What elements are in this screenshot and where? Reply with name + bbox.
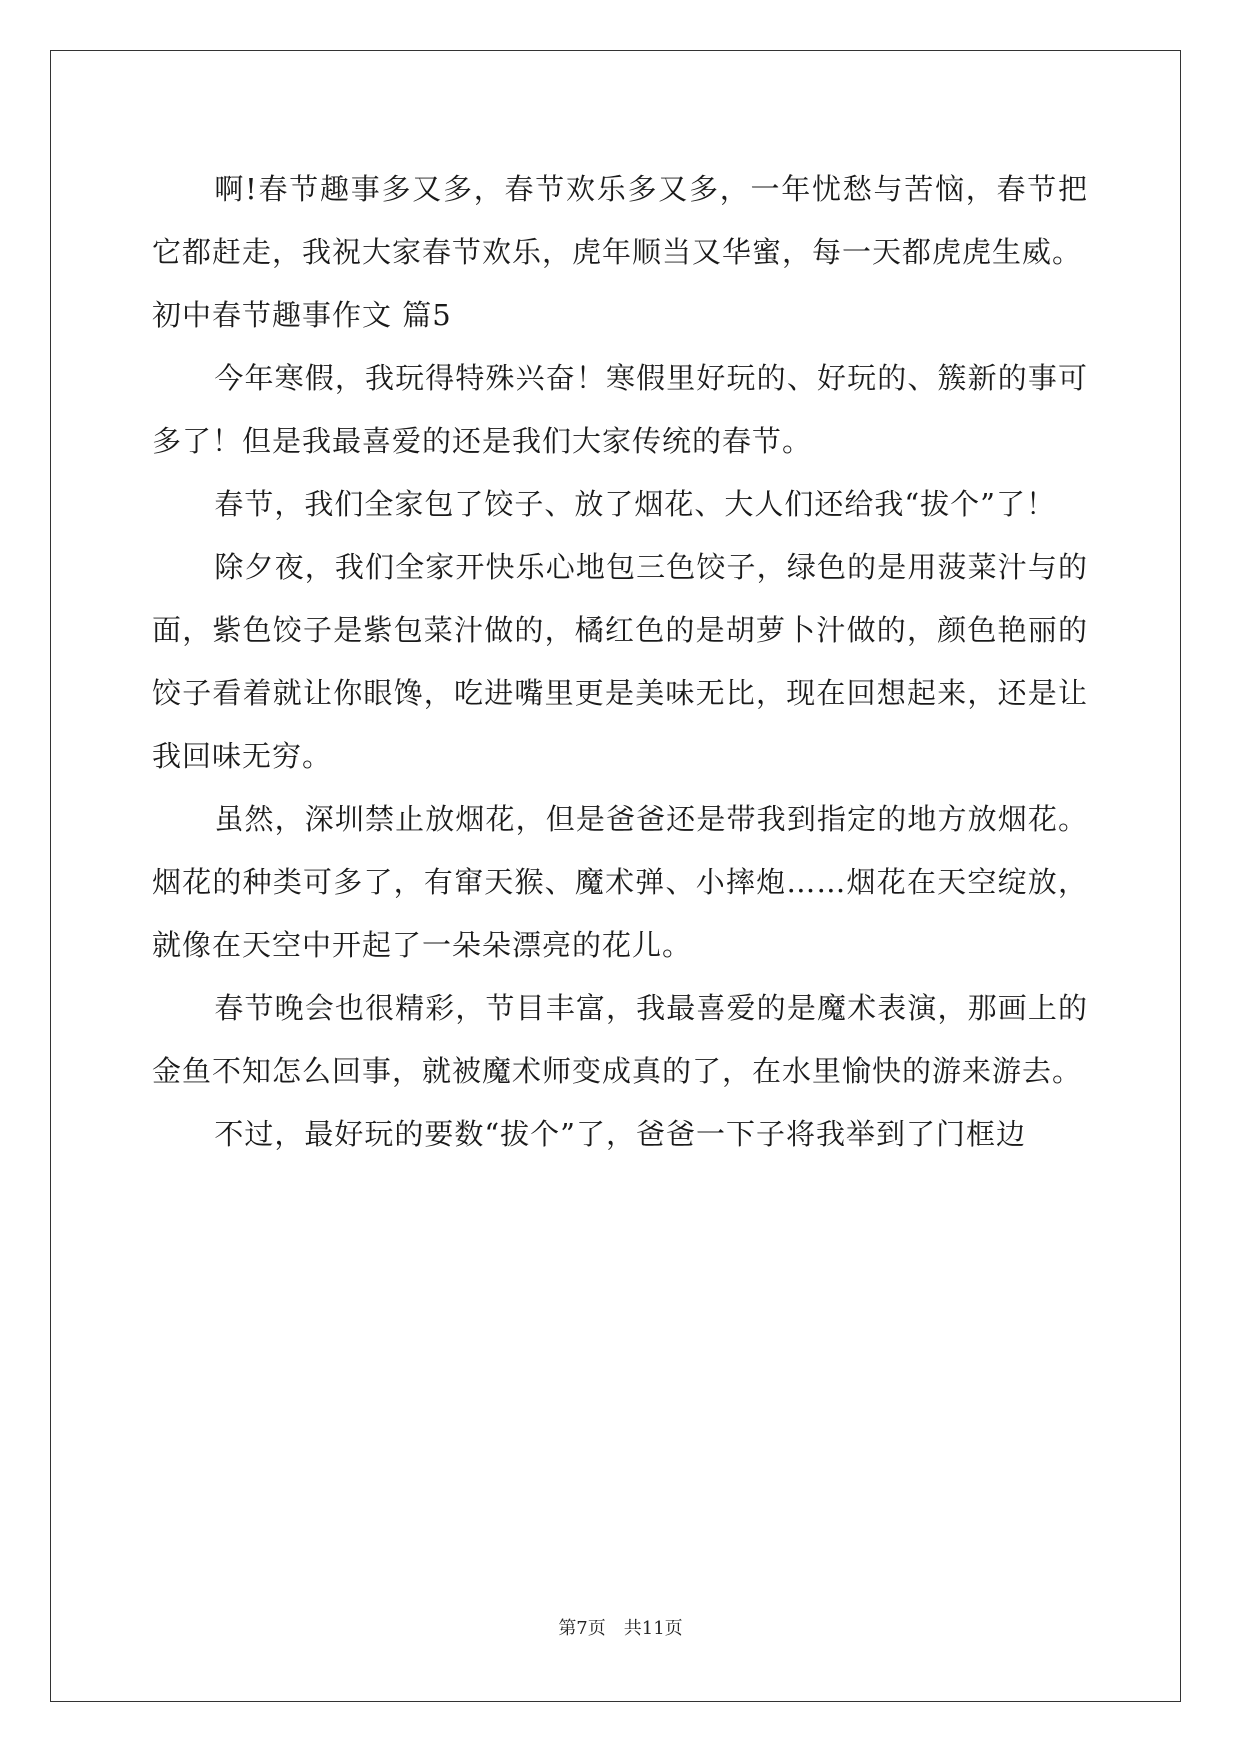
section-heading: 初中春节趣事作文 篇5 xyxy=(152,298,452,332)
paragraph: 春节晚会也很精彩，节目丰富，我最喜爱的是魔术表演，那画上的金鱼不知怎么回事，就被魔术师变成真的了，在水里愉快的游来游去。 xyxy=(152,991,1088,1088)
paragraph: 除夕夜，我们全家开快乐心地包三色饺子，绿色的是用菠菜汁与的面，紫色饺子是紫包菜汁做的，橘红色的是胡萝卜汁做的，颜色艳丽的饺子看着就让你眼馋，吃进嘴里更是美味无比，现在回想起来，还是让我回味无穷。 xyxy=(152,550,1088,773)
paragraph: 今年寒假，我玩得特殊兴奋！寒假里好玩的、好玩的、簇新的事可多了！但是我最喜爱的还是我们大家传统的春节。 xyxy=(152,361,1088,458)
document-body xyxy=(152,158,1088,1166)
paragraph: 不过，最好玩的要数“拔个”了，爸爸一下子将我举到了门框边 xyxy=(214,1117,1026,1151)
paragraph: 虽然，深圳禁止放烟花，但是爸爸还是带我到指定的地方放烟花。烟花的种类可多了，有窜天猴、魔术弹、小摔炮……烟花在天空绽放，就像在天空中开起了一朵朵漂亮的花儿。 xyxy=(152,802,1088,962)
page-footer: 第7页 共11页 xyxy=(558,1618,683,1639)
paragraph: 啊!春节趣事多又多，春节欢乐多又多，一年忧愁与苦恼，春节把它都赶走，我祝大家春节欢乐，虎年顺当又华蜜，每一天都虎虎生威。 xyxy=(152,172,1088,269)
paragraph: 春节，我们全家包了饺子、放了烟花、大人们还给我“拔个”了！ xyxy=(214,487,1056,521)
